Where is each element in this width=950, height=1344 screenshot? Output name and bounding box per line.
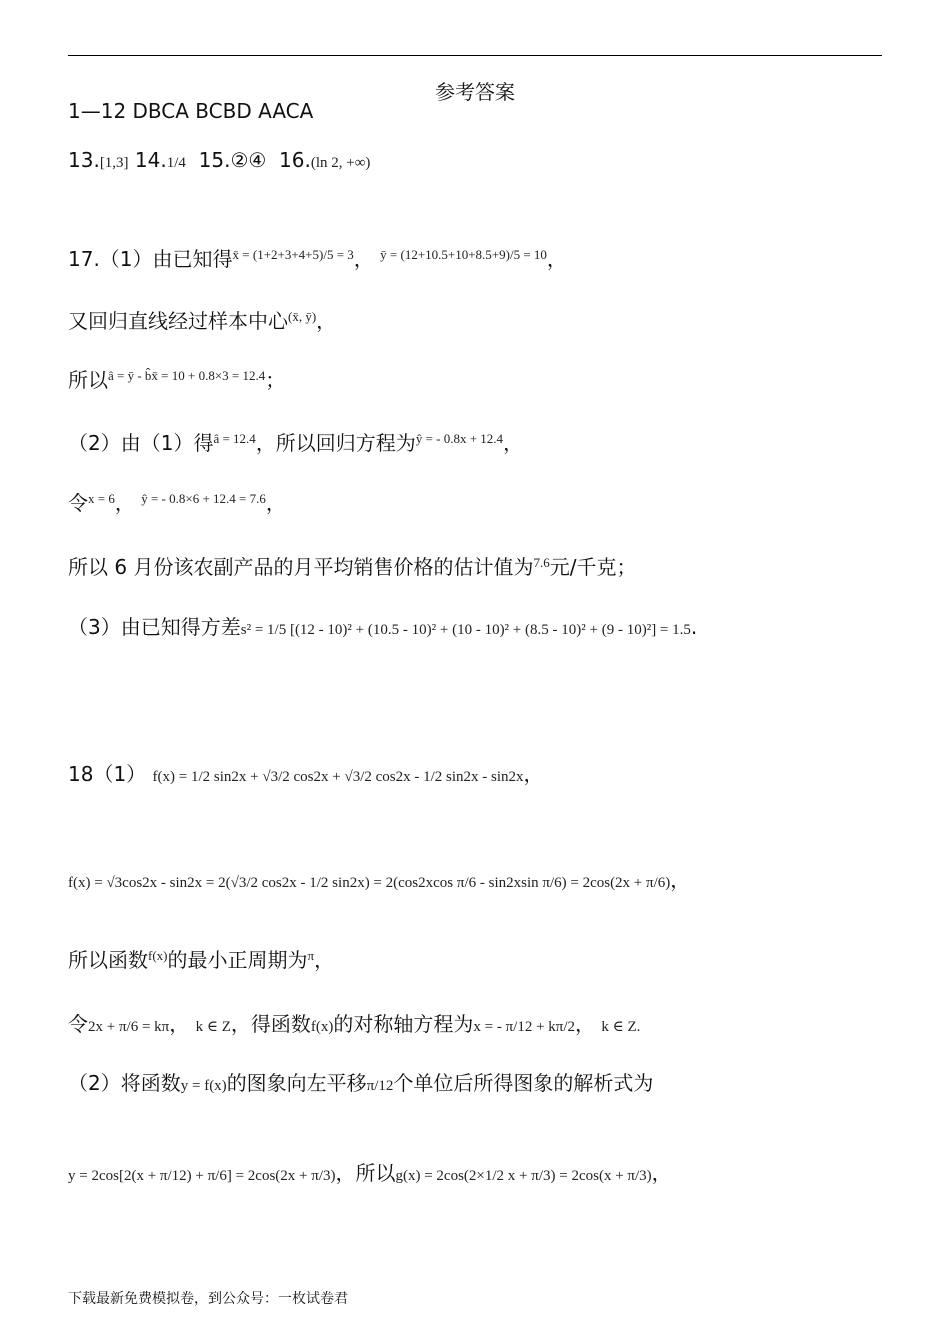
- q18-shift: π/12: [366, 1078, 394, 1094]
- q17-text: 所以: [68, 368, 108, 392]
- q17-line-5: [68, 493, 286, 513]
- q17-x-value: x = 6: [88, 491, 115, 506]
- q17-comma: ，: [265, 491, 286, 515]
- q18-line-4: [68, 1014, 640, 1035]
- q17-text: 令: [68, 491, 88, 515]
- q18-text: 的图象向左平移: [226, 1071, 367, 1095]
- q18-separator: ，: [169, 1012, 190, 1036]
- q17-line-3: [68, 370, 285, 390]
- q18-comma: ，: [651, 1161, 672, 1185]
- q18-gx: g(x) = 2cos(2×1/2 x + π/3) = 2cos(x + π/3): [395, 1168, 652, 1184]
- q15-label: 15.: [198, 148, 231, 172]
- q17-line-4: [68, 433, 523, 453]
- q17-label: 17.（1）由已知得: [68, 247, 233, 271]
- q18-function: y = f(x): [180, 1078, 227, 1094]
- q17-estimate: 7.6: [533, 555, 550, 570]
- q17-separator: ，: [114, 491, 135, 515]
- q18-line-1: [68, 764, 544, 785]
- q17-a-hat: â = ȳ - b̂x̄ = 10 + 0.8×3 = 12.4: [108, 368, 266, 383]
- q17-comma: ，: [503, 431, 524, 455]
- q18-comma: ，: [314, 948, 335, 972]
- page-title: 参考答案: [435, 80, 515, 104]
- q18-fx-simplified: f(x) = √3cos2x - sin2x = 2(√3/2 cos2x - 1/2 sin2x) = 2(cos2xcos π/6 - sin2xsin π/6) = 2cos(2x + π/6): [68, 875, 671, 891]
- mc-answers: 1—12 DBCA BCBD AACA: [68, 99, 314, 123]
- q17-mean-y: ȳ = (12+10.5+10+8.5+9)/5 = 10: [380, 247, 547, 262]
- q16-value: (ln 2, +∞): [310, 155, 371, 171]
- q17-line-6: [68, 557, 636, 577]
- q17-text: （3）由已知得方差: [68, 615, 241, 639]
- q18-axis-equation: x = - π/12 + kπ/2: [473, 1019, 576, 1035]
- q18-period-value: π: [307, 948, 315, 963]
- q18-fx-expansion: f(x) = 1/2 sin2x + √3/2 cos2x + √3/2 cos2x - 1/2 sin2x - sin2x: [152, 769, 524, 785]
- q13-label: 13.: [68, 148, 100, 172]
- q17-text: （2）由（1）得: [68, 431, 214, 455]
- q18-text: （2）将函数: [68, 1071, 181, 1095]
- q17-comma: ，: [546, 247, 567, 271]
- q18-fx: f(x): [148, 948, 168, 963]
- q17-period: .: [690, 615, 698, 639]
- q14-label: 14.: [134, 148, 167, 172]
- q17-y-hat-value: ŷ = - 0.8×6 + 12.4 = 7.6: [141, 491, 266, 506]
- q17-line-2: [68, 311, 336, 331]
- q18-text: 令: [68, 1012, 88, 1036]
- q17-separator: ，: [353, 247, 374, 271]
- q18-line-5: [68, 1073, 653, 1094]
- header-rule: [68, 55, 882, 56]
- q17-regression-equation: ŷ = - 0.8x + 12.4: [415, 431, 504, 446]
- q17-semicolon: ；: [265, 368, 286, 392]
- q18-k-integer: k ∈ Z.: [601, 1019, 641, 1035]
- q18-fx: f(x): [310, 1019, 334, 1035]
- q18-comma: ，: [523, 762, 544, 786]
- q18-k-integer: k ∈ Z: [195, 1019, 231, 1035]
- q17-variance: s² = 1/5 [(12 - 10)² + (10.5 - 10)² + (10 - 10)² + (8.5 - 10)² + (9 - 10)²] = 1.5: [240, 622, 691, 638]
- q17-text: 所以 6 月份该农副产品的月平均销售价格的估计值为: [68, 555, 534, 579]
- q15-value: ②④: [230, 148, 267, 172]
- q16-label: 16.: [279, 148, 311, 172]
- q18-axis-condition: 2x + π/6 = kπ: [88, 1019, 170, 1035]
- q18-text: 所以函数: [68, 948, 148, 972]
- q18-separator: ，: [575, 1012, 596, 1036]
- q18-line-3: [68, 950, 334, 970]
- footer-note: 下载最新免费模拟卷，到公众号：一枚试卷君: [68, 1291, 348, 1307]
- q18-text: 个单位后所得图象的解析式为: [393, 1071, 654, 1095]
- q18-text: ，得函数: [230, 1012, 311, 1036]
- q17-comma: ，: [316, 309, 337, 333]
- q17-sample-center: (x̄, ȳ): [288, 309, 317, 324]
- q17-text: 元/千克；: [549, 555, 637, 579]
- q17-a-hat-value: â = 12.4: [213, 431, 256, 446]
- q18-line-2: [68, 870, 690, 891]
- q18-shifted-function: y = 2cos[2(x + π/12) + π/6] = 2cos(2x + π/3): [68, 1168, 336, 1184]
- q18-text: 的对称轴方程为: [333, 1012, 474, 1036]
- q18-text: 的最小正周期为: [167, 948, 308, 972]
- q13-value: [1,3]: [99, 155, 129, 171]
- q17-text: ，所以回归方程为: [255, 431, 416, 455]
- q17-line-1: [68, 249, 567, 269]
- fill-answers: [68, 150, 370, 171]
- q18-comma: ，: [670, 868, 691, 892]
- q18-label: 18（1）: [68, 762, 147, 786]
- q18-line-6: [68, 1163, 672, 1184]
- q17-mean-x: x̄ = (1+2+3+4+5)/5 = 3: [232, 247, 354, 262]
- q18-text: ，所以: [335, 1161, 396, 1185]
- q14-value: 1/4: [166, 155, 186, 171]
- q17-text: 又回归直线经过样本中心: [68, 309, 288, 333]
- q17-line-7: [68, 617, 697, 638]
